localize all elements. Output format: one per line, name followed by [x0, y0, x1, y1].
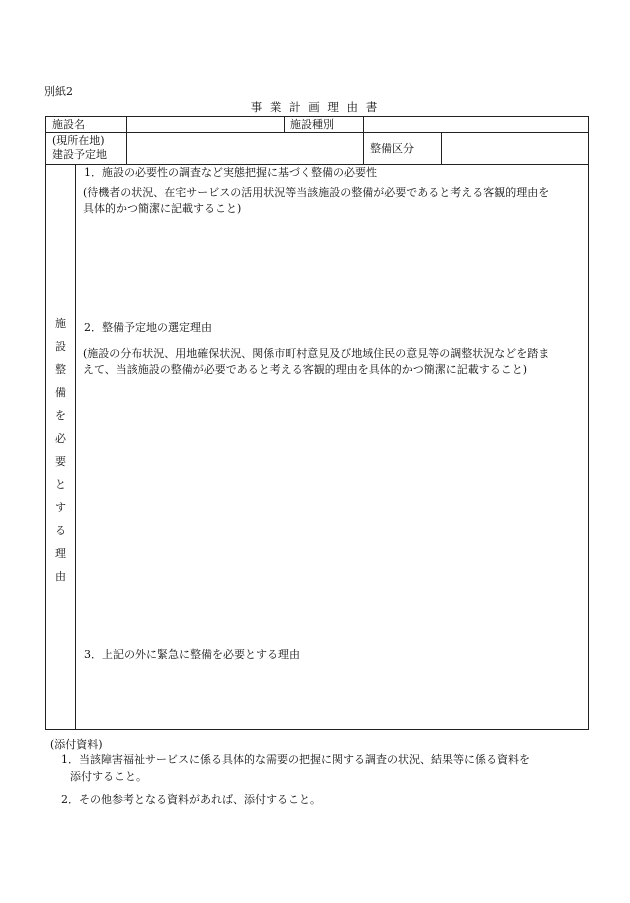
current-location-label: (現所在地) — [52, 134, 105, 147]
vertical-char: 設 — [55, 340, 66, 353]
vertical-char: と — [55, 478, 66, 491]
section-1-note-line: 具体的かつ簡潔に記載すること) — [83, 202, 242, 215]
facility-name-field[interactable] — [127, 117, 284, 132]
document-title: 事 業 計 画 理 由 書 — [250, 100, 380, 114]
plan-reason-form — [45, 116, 589, 730]
section-3-title: 3．上記の外に緊急に整備を必要とする理由 — [84, 648, 300, 661]
facility-name-label: 施設名 — [52, 118, 85, 131]
reason-text-area[interactable] — [76, 165, 588, 729]
divider — [284, 117, 285, 132]
section-1-title: 1．施設の必要性の調査など実態把握に基づく整備の必要性 — [84, 166, 377, 179]
attachment-item-line: 1．当該障害福祉サービスに係る具体的な需要の把握に関する調査の状況、結果等に係る資料を — [61, 753, 530, 766]
development-category-label: 整備区分 — [370, 142, 414, 155]
planned-site-label: 建設予定地 — [52, 148, 107, 161]
section-2-note-line: (施設の分布状況、用地確保状況、関係市町村意見及び地域住民の意見等の調整状況などを踏ま — [83, 347, 550, 360]
divider — [363, 132, 364, 164]
vertical-char: 理 — [55, 547, 66, 560]
facility-type-field[interactable] — [364, 117, 588, 132]
vertical-char: 必 — [55, 432, 66, 445]
vertical-char: 由 — [55, 570, 66, 583]
attachment-item-1 — [61, 751, 530, 785]
attachment-item-line: 添付すること。 — [70, 770, 147, 783]
vertical-char: す — [55, 501, 66, 514]
vertical-char: 施 — [55, 317, 66, 330]
section-2-note — [83, 346, 549, 378]
facility-type-label: 施設種別 — [290, 118, 334, 131]
vertical-char: 要 — [55, 455, 66, 468]
vertical-label — [46, 164, 75, 729]
page-label: 別紙2 — [44, 85, 73, 98]
section-1-note — [83, 185, 549, 217]
vertical-char: 備 — [55, 386, 66, 399]
section-2-note-line: えて、当該施設の整備が必要であると考える客観的理由を具体的かつ簡潔に記載すること) — [83, 363, 528, 376]
section-2-title: 2．整備予定地の選定理由 — [84, 321, 212, 334]
attachments-title: (添付資料) — [50, 738, 103, 751]
vertical-char: る — [55, 524, 66, 537]
location-field[interactable] — [127, 133, 362, 164]
attachment-item-2: 2．その他参考となる資料があれば、添付すること。 — [61, 793, 321, 806]
development-category-field[interactable] — [442, 133, 588, 164]
section-1-note-line: (待機者の状況、在宅サービスの活用状況等当該施設の整備が必要であると考える客観的理由を — [83, 186, 550, 199]
vertical-char: 整 — [55, 363, 66, 376]
vertical-char: を — [55, 409, 66, 422]
